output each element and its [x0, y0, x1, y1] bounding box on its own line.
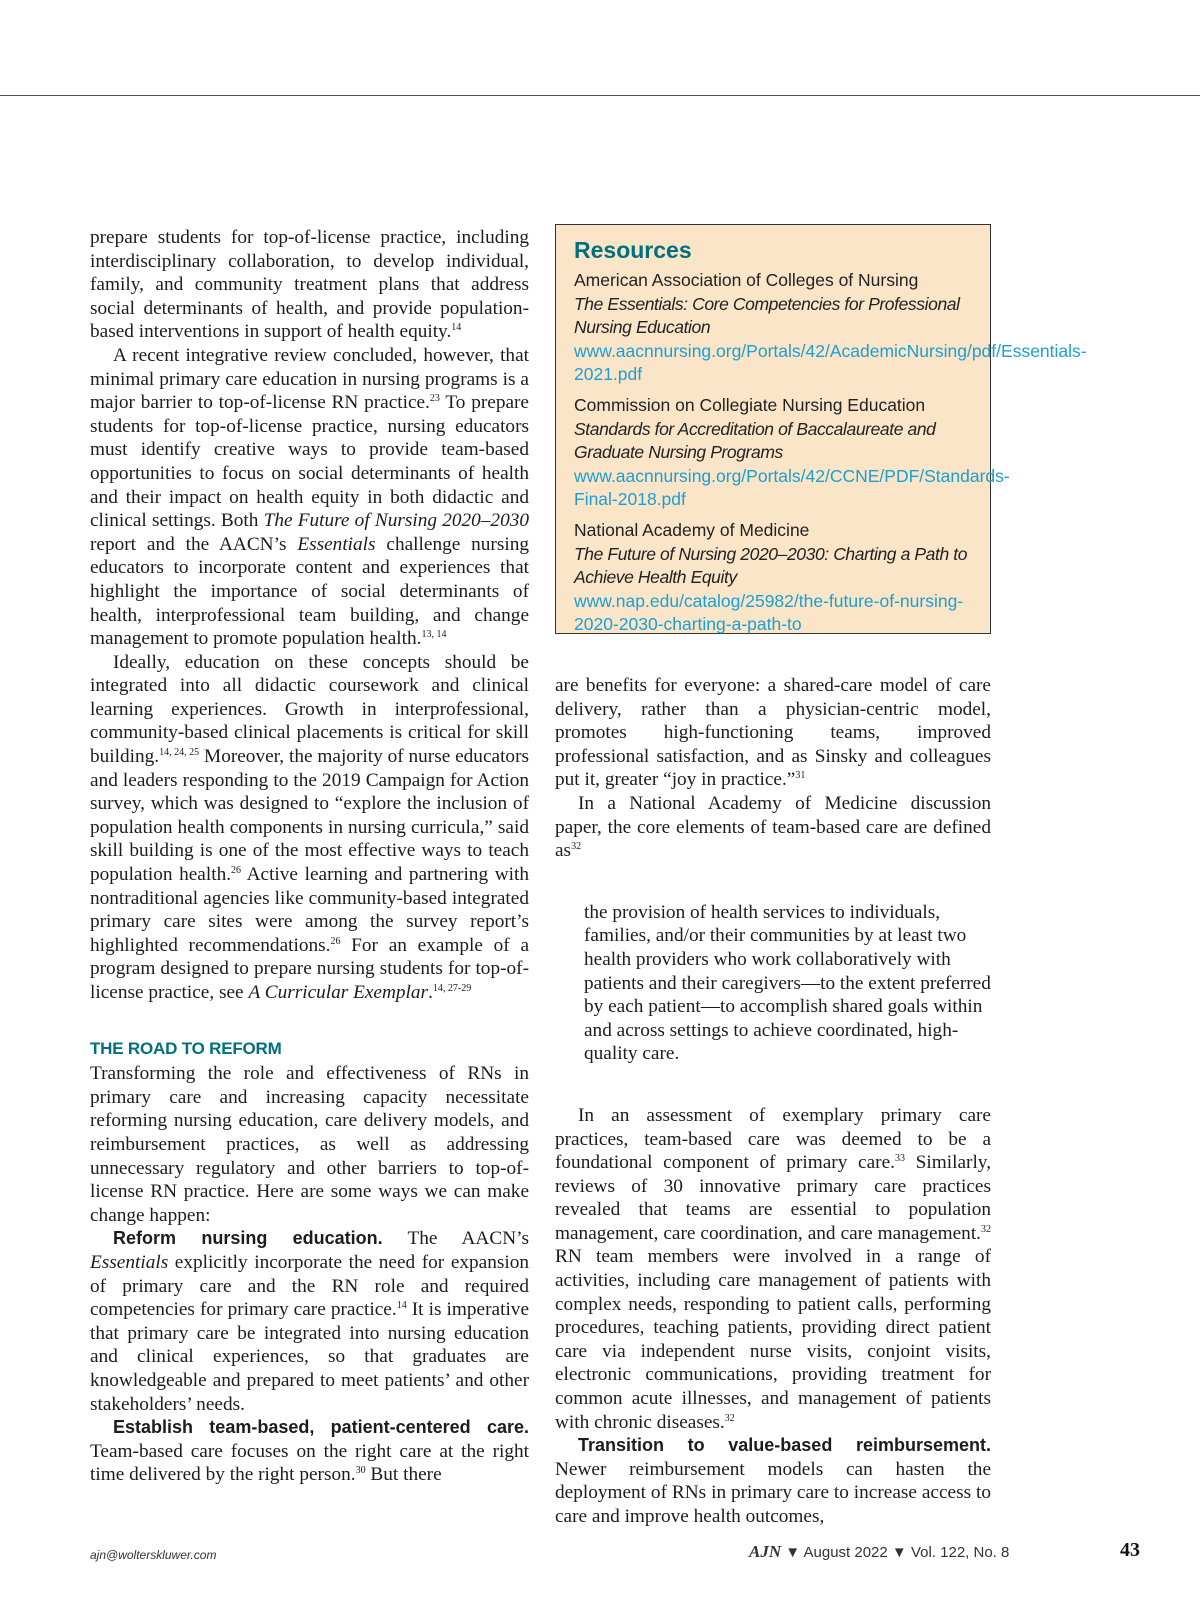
- right-column: [555, 674, 991, 1529]
- header-rule: [0, 95, 1200, 96]
- citation: 23: [429, 393, 440, 405]
- resource-item: [574, 394, 1010, 511]
- citation: 14: [451, 322, 462, 334]
- run-in-heading: Establish team-based, patient-centered care.: [113, 1417, 529, 1438]
- block-quote: the provision of health services to individuals, families, and/or their communities by at least two health providers who work collaboratively with patients and their caregivers—to the extent preferred by each patient—to accomplish shared goals within and across settings to achieve coordinated, high-quality care.: [584, 901, 991, 1065]
- resource-org: National Academy of Medicine: [574, 520, 810, 541]
- citation: 30: [355, 1465, 366, 1477]
- resource-item: [574, 519, 974, 636]
- paragraph: Ideally, education on these concepts should be integrated into all didactic coursework and clinical learning experiences. Growth in interprofessional, community-based clinical placements is critical for skill building.$^{14, 24, 25}$ Moreover, the majority of nurse educators and leaders responding to the 2019 Campaign for Action survey, which was designed to “explore the inclusion of population health components in nursing curricula,” said skill building is one of the most effective ways to teach population health.$^{26}$ Active learning and partnering with nontraditional agencies like community-based integrated primary care sites were among the survey report’s highlighted recommendations.$^{26}$ For an example of a program designed to prepare nursing students for top-of-license practice, see A Curricular Exemplar.$^{14, 27-29}$: [90, 651, 529, 1003]
- citation: 31: [795, 770, 806, 782]
- issue-date: August 2022: [803, 1544, 888, 1561]
- citation: 32: [981, 1223, 991, 1235]
- paragraph: In an assessment of exemplary primary care practices, team-based care was deemed to be a foundational component of primary care.$^{33}$ Similarly, reviews of 30 innovative primary care practices revealed that teams are essential to population management, care coordination, and care management.$^{32}$ RN team members were involved in a range of activities, including care management of patients with complex needs, responding to patient calls, performing procedures, teaching patients, providing direct patient care via independent nurse visits, conjoint visits, electronic communications, providing treatment for common acute illnesses, and management of patients with chronic diseases.$^{32}$: [555, 1104, 992, 1433]
- resource-link[interactable]: www.aacnnursing.org/Portals/42/CCNE/PDF/Standards-Final-2018.pdf: [574, 465, 1010, 510]
- resource-org: Commission on Collegiate Nursing Education: [574, 395, 926, 416]
- sidebar-title: Resources: [574, 237, 692, 263]
- paragraph: prepare students for top-of-license practice, including interdisciplinary collaboration, to develop individual, family, and community treatment plans that address social determinants of health, and provide population-based interventions in support of health equity.$^{14}$: [90, 227, 529, 343]
- citation: 26: [330, 935, 341, 947]
- citation: 32: [724, 1412, 735, 1424]
- resource-title: The Future of Nursing 2020–2030: Charting a Path to Achieve Health Equity: [574, 543, 968, 588]
- paragraph: Transition to value-based reimbursement. Newer reimbursement models can hasten the deployment of RNs in primary care to increase access to care and improve health outcomes,: [555, 1435, 991, 1527]
- resource-title: The Essentials: Core Competencies for Professional Nursing Education: [574, 293, 960, 338]
- paragraph: are benefits for everyone: a shared-care model of care delivery, rather than a physician-centric model, promotes high-functioning teams, improved professional satisfaction, and as Sinsky and colleagues put it, greater “joy in practice.”$^{31}$: [555, 675, 991, 791]
- resource-link[interactable]: www.nap.edu/catalog/25982/the-future-of-nursing-2020-2030-charting-a-path-to: [574, 590, 964, 635]
- paragraph: Reform nursing education. The AACN’s Essentials explicitly incorporate the need for expansion of primary care and the RN role and required competencies for primary care practice.$^{14}$ It is imperative that primary care be integrated into nursing education and clinical experiences, so that graduates are knowledgeable and prepared to meet patients’ and other stakeholders’ needs.: [90, 1228, 530, 1415]
- footer-email: ajn@wolterskluwer.com: [90, 1548, 217, 1562]
- resource-link[interactable]: www.aacnnursing.org/Portals/42/AcademicNursing/pdf/Essentials-2021.pdf: [574, 340, 1087, 385]
- section-heading: THE ROAD TO REFORM: [90, 1038, 282, 1058]
- citation: 14, 27-29: [432, 983, 472, 994]
- volume-info: Vol. 122, No. 8: [910, 1544, 1010, 1561]
- left-column: [90, 226, 529, 1487]
- triangle-icon: ▼: [891, 1544, 907, 1561]
- paragraph: A recent integrative review concluded, however, that minimal primary care education in nursing programs is a major barrier to top-of-license RN practice.$^{23}$ To prepare students for top-of-license practice, nursing educators must identify creative ways to provide team-based opportunities to focus on social determinants of health and their impact on health equity in both didactic and clinical settings. Both The Future of Nursing 2020–2030 report and the AACN’s Essentials challenge nursing educators to incorporate content and experiences that highlight the importance of social determinants of health, interprofessional team building, and change management to promote population health.$^{13, 14}$: [90, 344, 529, 650]
- citation: 14: [396, 1300, 407, 1312]
- resources-sidebar: [555, 224, 1087, 635]
- paragraph: Establish team-based, patient-centered care. Team-based care focuses on the right care at the right time delivered by the right person.$^{30}$ But there: [90, 1417, 529, 1486]
- run-in-heading: Transition to value-based reimbursement.: [578, 1435, 991, 1456]
- page-number: 43: [1120, 1539, 1140, 1561]
- footer-journal-info: [749, 1542, 1009, 1562]
- resource-item: [574, 269, 1087, 386]
- triangle-icon: ▼: [785, 1544, 801, 1561]
- journal-name: AJN: [749, 1542, 782, 1561]
- run-in-heading: Reform nursing education.: [113, 1228, 383, 1249]
- paragraph: Transforming the role and effectiveness of RNs in primary care and increasing capacity necessitate reforming nursing education, care delivery models, and reimbursement practices, as well as addressing unnecessary regulatory and other barriers to top-of-license RN practice. Here are some ways we can make change happen:: [90, 1063, 529, 1226]
- citation: 26: [231, 865, 242, 877]
- citation: 14, 24, 25: [159, 747, 200, 759]
- citation: 13, 14: [421, 629, 447, 641]
- paragraph: In a National Academy of Medicine discussion paper, the core elements of team-based care are defined $as^{32}$: [555, 792, 991, 862]
- citation: 33: [894, 1153, 905, 1165]
- citation: 32: [571, 841, 582, 853]
- resource-org: American Association of Colleges of Nursing: [574, 270, 919, 291]
- resource-title: Standards for Accreditation of Baccalaureate and Graduate Nursing Programs: [574, 418, 936, 463]
